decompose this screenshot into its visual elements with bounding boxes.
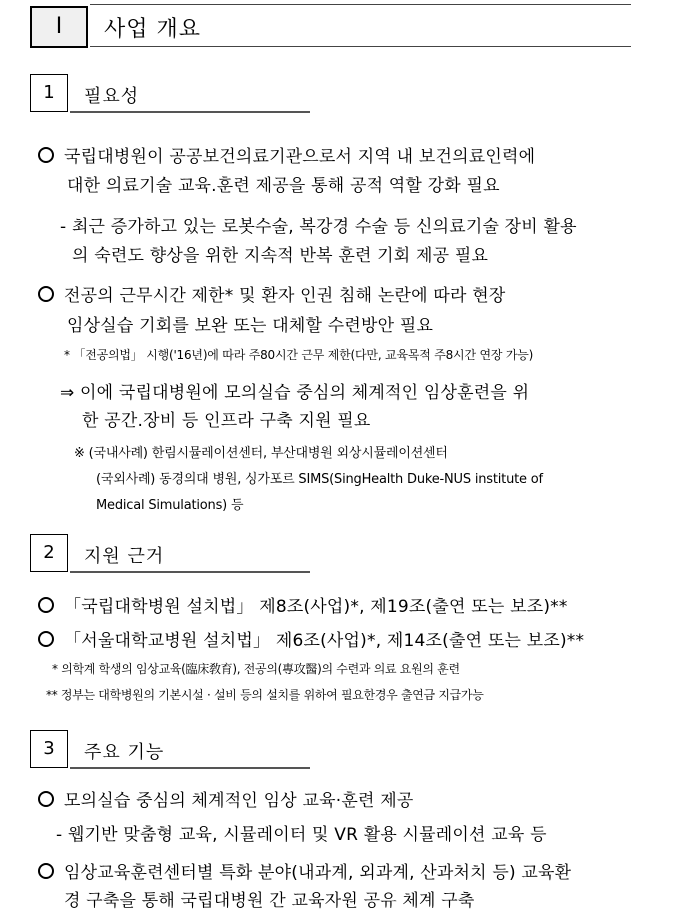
bullet-line: 모의실습 중심의 체계적인 임상 교육·훈련 제공 — [38, 786, 413, 811]
section-underline — [70, 767, 310, 769]
reference-line: (국외사례) 동경의대 병원, 싱가포르 SIMS(SingHealth Duke-NUS institute of — [96, 472, 543, 487]
section-underline — [70, 111, 310, 113]
circle-bullet-icon — [38, 863, 54, 879]
section-number-box: 2 — [30, 534, 68, 572]
dash-line: - 최근 증가하고 있는 로봇수술, 복강경 수술 등 신의료기술 장비 활용 — [60, 217, 577, 237]
law-line: 「서울대학교병원 설치법」 제6조(사업)*, 제14조(출연 또는 보조)** — [38, 626, 584, 651]
arrow-line-cont: 한 공간.장비 등 인프라 구축 지원 필요 — [82, 411, 371, 431]
footnote: * 의학계 학생의 임상교육(臨床敎育), 전공의(專攻醫)의 수련과 의료 요원의 훈련 — [52, 662, 460, 676]
dash-line: - 웹기반 맞춤형 교육, 시뮬레이터 및 VR 활용 시뮬레이션 교육 등 — [56, 825, 547, 845]
footnote: ** 정부는 대학병원의 기본시설 · 설비 등의 설치를 위하여 필요한경우 출연금 지급가능 — [46, 688, 484, 702]
circle-bullet-icon — [38, 597, 54, 613]
title-underline — [90, 46, 631, 47]
arrow-line: ⇒ 이에 국립대병원에 모의실습 중심의 체계적인 임상훈련을 위 — [60, 383, 530, 403]
bullet-line-cont: 임상실습 기회를 보완 또는 대체할 수련방안 필요 — [67, 316, 434, 336]
bullet-line-cont: 경 구축을 통해 국립대병원 간 교육자원 공유 체계 구축 — [64, 891, 475, 911]
section-number-box: 3 — [30, 730, 68, 768]
reference-line: ※ (국내사례) 한림시뮬레이션센터, 부산대병원 외상시뮬레이션센터 — [74, 446, 448, 461]
footnote: * 「전공의법」 시행('16년)에 따라 주80시간 근무 제한(다만, 교육목적 주8시간 연장 가능) — [64, 348, 534, 362]
section-title: 필요성 — [84, 86, 140, 107]
section-title: 지원 근거 — [84, 546, 165, 567]
reference-line: Medical Simulations) 등 — [96, 498, 244, 513]
bullet-line-cont: 대한 의료기술 교육.훈련 제공을 통해 공적 역할 강화 필요 — [67, 176, 500, 196]
law-line: 「국립대학병원 설치법」 제8조(사업)*, 제19조(출연 또는 보조)** — [38, 592, 568, 617]
title-topline — [90, 4, 631, 5]
bullet-line: 국립대병원이 공공보건의료기관으로서 지역 내 보건의료인력에 — [38, 142, 535, 167]
page-title: 사업 개요 — [104, 17, 202, 42]
section-underline — [70, 571, 310, 573]
bullet-line: 전공의 근무시간 제한* 및 환자 인권 침해 논란에 따라 현장 — [38, 281, 505, 306]
dash-line-cont: 의 숙련도 향상을 위한 지속적 반복 훈련 기회 제공 필요 — [72, 246, 489, 266]
section-title: 주요 기능 — [84, 742, 165, 763]
bullet-line: 임상교육훈련센터별 특화 분야(내과계, 외과계, 산과처치 등) 교육환 — [38, 858, 571, 883]
chapter-number-box: Ⅰ — [30, 6, 88, 48]
circle-bullet-icon — [38, 147, 54, 163]
circle-bullet-icon — [38, 791, 54, 807]
circle-bullet-icon — [38, 631, 54, 647]
section-number-box: 1 — [30, 74, 68, 112]
circle-bullet-icon — [38, 286, 54, 302]
